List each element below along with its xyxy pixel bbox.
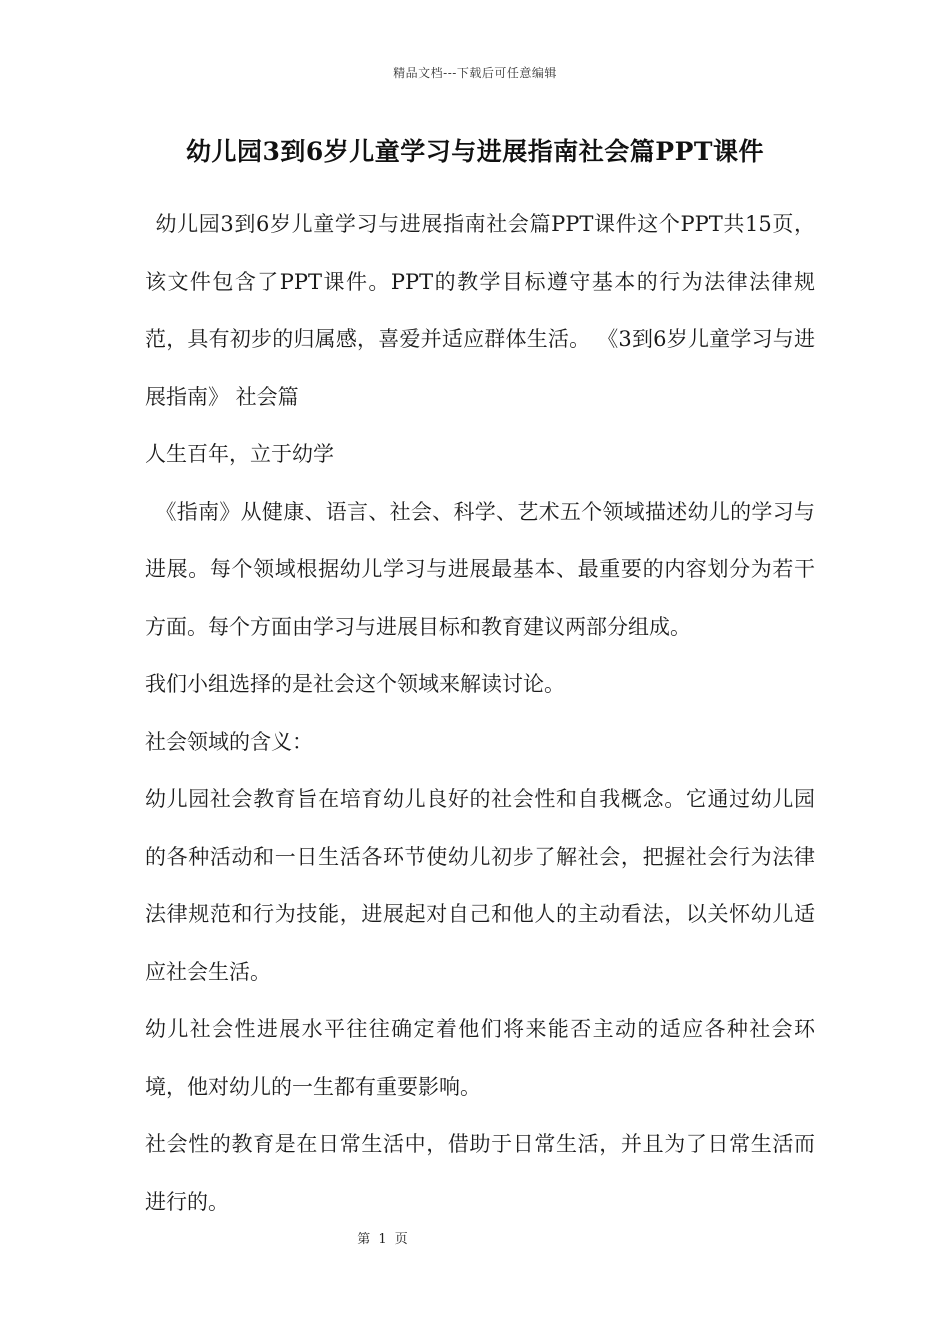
document-body — [145, 196, 815, 1231]
paragraph-motto: 人生百年，立于幼学 — [145, 442, 334, 466]
paragraph-daily-life: 社会性的教育是在日常生活中，借助于日常生活，并且为了日常生活而进行的。 — [145, 1132, 815, 1214]
document-title: 幼儿园3到6岁儿童学习与进展指南社会篇PPT课件 — [186, 137, 764, 166]
paragraph-social-education: 幼儿园社会教育旨在培育幼儿良好的社会性和自我概念。它通过幼儿园的各种活动和一日生活各环节使幼儿初步了解社会，把握社会行为法律法律规范和行为技能，进展起对自己和他人的主动看法，以关怀幼儿适应社会生活。 — [145, 787, 815, 984]
paragraph-intro: 幼儿园3到6岁儿童学习与进展指南社会篇PPT课件这个PPT共15页，该文件包含了PPT课件。PPT的教学目标遵守基本的行为法律法律规范，具有初步的归属感，喜爱并适应群体生活。 《3到6岁儿童学习与进展指南》 社会篇 — [145, 212, 815, 409]
paragraph-group-choice: 我们小组选择的是社会这个领域来解读讨论。 — [145, 672, 565, 696]
page-number: 第 1 页 — [357, 1232, 410, 1247]
page-header: 精品文档---下载后可任意编辑 — [393, 66, 557, 80]
paragraph-guide-overview: 《指南》从健康、语言、社会、科学、艺术五个领域描述幼儿的学习与进展。每个领域根据幼儿学习与进展最基本、最重要的内容划分为若干方面。每个方面由学习与进展目标和教育建议两部分组成。 — [145, 499, 815, 639]
paragraph-social-development: 幼儿社会性进展水平往往确定着他们将来能否主动的适应各种社会环境，他对幼儿的一生都有重要影响。 — [145, 1017, 815, 1099]
paragraph-social-domain-heading: 社会领域的含义： — [145, 729, 313, 754]
